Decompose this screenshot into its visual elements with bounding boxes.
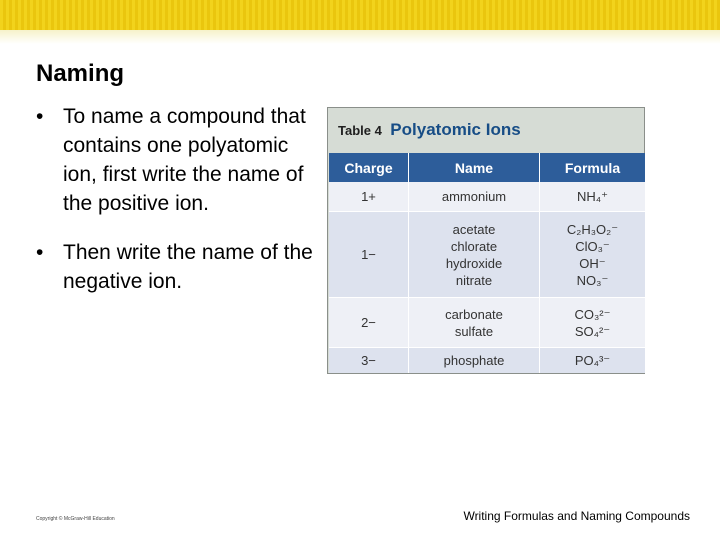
chapter-footer: Writing Formulas and Naming Compounds xyxy=(463,509,690,523)
ion-formula: ClO₃⁻ xyxy=(575,238,610,254)
name-cell xyxy=(409,298,540,347)
charge-cell: 1− xyxy=(329,212,409,297)
formula-cell xyxy=(540,298,645,347)
table-row xyxy=(329,182,645,211)
ion-name: phosphate xyxy=(443,353,505,368)
ion-name: sulfate xyxy=(454,323,494,339)
header-charge: Charge xyxy=(329,153,409,182)
ion-name: nitrate xyxy=(455,272,493,288)
table-row xyxy=(329,297,645,347)
table-header-row xyxy=(329,153,645,182)
name-cell xyxy=(409,212,540,297)
bullet-item xyxy=(36,238,321,296)
slide-title: Naming xyxy=(36,60,125,87)
bullet-text: To name a compound that contains one polyatomic ion, first write the name of the positive ion. xyxy=(63,105,306,215)
ion-formula: SO₄²⁻ xyxy=(574,323,611,339)
copyright-notice: Copyright © McGraw-Hill Education xyxy=(36,516,115,522)
ion-formula: OH⁻ xyxy=(579,255,606,271)
ion-formula: PO₄³⁻ xyxy=(574,353,611,368)
table-body xyxy=(329,182,645,373)
top-band-fade xyxy=(0,30,720,44)
formula-cell xyxy=(540,182,645,211)
table-row xyxy=(329,211,645,297)
ion-name: acetate xyxy=(452,221,496,237)
bullet-dot-icon: • xyxy=(36,241,44,264)
top-decorative-band xyxy=(0,0,720,30)
name-cell xyxy=(409,348,540,373)
bullet-dot-icon: • xyxy=(36,105,44,128)
polyatomic-ions-table xyxy=(327,107,645,374)
header-formula: Formula xyxy=(564,159,621,176)
bullet-text: Then write the name of the negative ion. xyxy=(63,241,313,293)
ion-name: carbonate xyxy=(445,306,503,322)
charge-cell: 2− xyxy=(329,298,409,347)
formula-cell xyxy=(540,348,645,373)
ion-name: hydroxide xyxy=(445,255,503,271)
ion-formula: NH₄⁺ xyxy=(577,189,608,204)
header-name: Name xyxy=(409,153,540,182)
charge-cell: 1+ xyxy=(329,182,409,211)
table-name: Polyatomic Ions xyxy=(390,120,521,139)
name-cell xyxy=(409,182,540,211)
charge-cell: 3− xyxy=(329,348,409,373)
ion-formula: NO₃⁻ xyxy=(576,272,609,288)
ion-name: chlorate xyxy=(450,238,498,254)
table-caption xyxy=(338,120,521,140)
formula-cell xyxy=(540,212,645,297)
table-row xyxy=(329,347,645,373)
bullet-list xyxy=(36,102,321,316)
ion-formula: C₂H₃O₂⁻ xyxy=(566,221,619,237)
ion-formula: CO₃²⁻ xyxy=(574,306,611,322)
bullet-item xyxy=(36,102,321,218)
ion-name: ammonium xyxy=(441,189,507,204)
table-number: Table 4 xyxy=(338,123,382,138)
